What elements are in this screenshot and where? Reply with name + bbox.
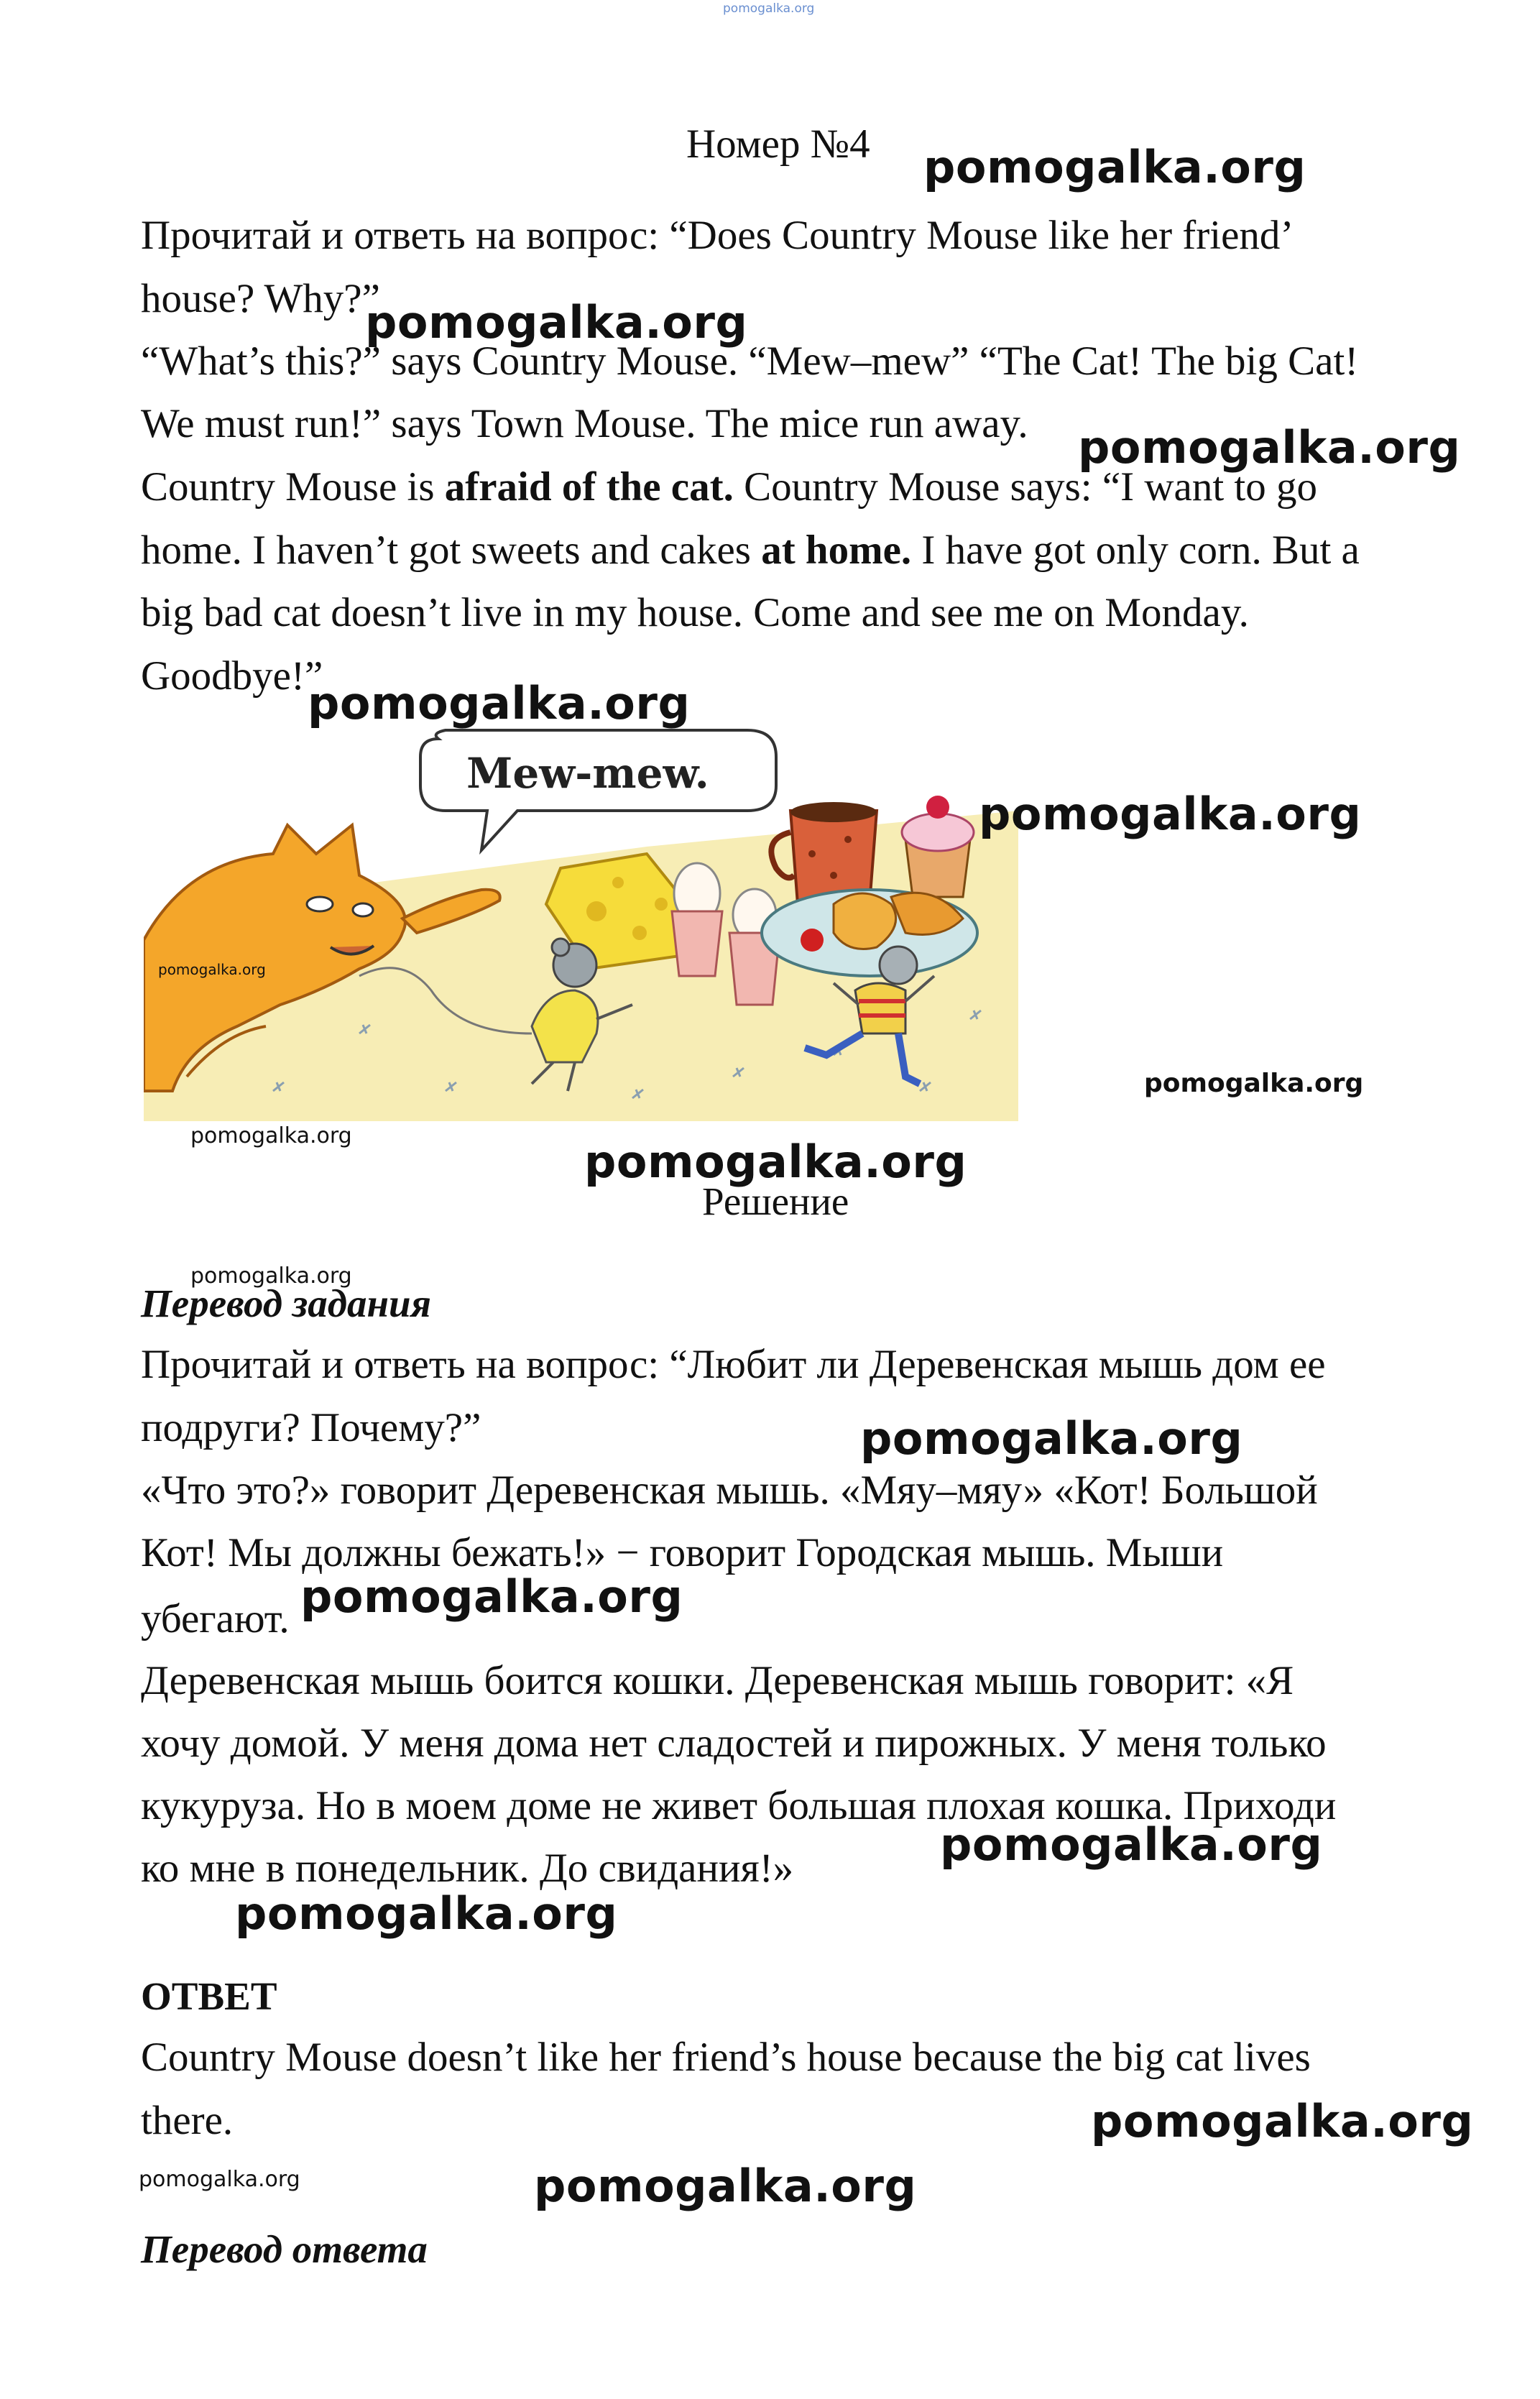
task-line-6-a: home. I haven’t got sweets and cakes (141, 528, 762, 573)
watermark: pomogalka.org (190, 1263, 352, 1289)
translation-line-5: убегают. (141, 1596, 290, 1641)
watermark: pomogalka.org (1091, 2095, 1474, 2147)
cake-icon (902, 796, 974, 897)
watermark: pomogalka.org (158, 961, 266, 978)
translation-line-6: Деревенская мышь боится кошки. Деревенская мышь говорит: «Я (141, 1658, 1294, 1703)
watermark: pomogalka.org (584, 1136, 967, 1188)
watermark: pomogalka.org (300, 1570, 683, 1623)
translation-line-3: «Что это?» говорит Деревенская мышь. «Мяу–мяу» «Кот! Большой (141, 1468, 1318, 1513)
translation-line-7: хочу домой. У меня дома нет сладостей и пирожных. У меня только (141, 1721, 1327, 1766)
answer-line-2: there. (141, 2098, 234, 2143)
page-title: Номер №4 (686, 121, 870, 167)
watermark: pomogalka.org (923, 141, 1306, 193)
task-line-4: We must run!” says Town Mouse. The mice run away. (141, 401, 1028, 446)
watermark: pomogalka.org (190, 1123, 352, 1148)
answer-line-1: Country Mouse doesn’t like her friend’s house because the big cat lives (141, 2035, 1311, 2080)
translation-line-1: Прочитай и ответь на вопрос: “Любит ли Деревенская мышь дом ее (141, 1342, 1326, 1387)
task-line-3: “What’s this?” says Country Mouse. “Mew–mew” “The Cat! The big Cat! (141, 339, 1359, 384)
task-line-1: Прочитай и ответь на вопрос: “Does Country Mouse like her friend’ (141, 213, 1294, 258)
task-line-5-a: Country Mouse is (141, 464, 445, 510)
speech-bubble-text: Mew-mew. (466, 749, 709, 798)
answer-translation-heading: Перевод ответа (141, 2227, 428, 2271)
task-line-5-b: Country Mouse says: “I want to go (733, 464, 1318, 510)
watermark: pomogalka.org (534, 2160, 917, 2212)
watermark: pomogalka.org (308, 677, 691, 729)
solution-label: Решение (702, 1179, 849, 1223)
translation-line-8: кукуруза. Но в моем доме не живет большая плохая кошка. Приходи (141, 1783, 1337, 1828)
watermark: pomogalka.org (940, 1818, 1323, 1871)
task-line-5-bold: afraid of the cat. (444, 464, 734, 510)
task-line-8: Goodbye!” (141, 653, 323, 699)
answer-heading: ОТВЕТ (141, 1974, 277, 2018)
watermark: pomogalka.org (860, 1412, 1243, 1465)
story-illustration (144, 717, 1018, 1121)
illustration-svg (144, 717, 1018, 1121)
watermark: pomogalka.org (235, 1887, 618, 1940)
task-line-2: house? Why?” (141, 276, 380, 321)
watermark: pomogalka.org (1078, 421, 1461, 474)
task-line-6-bold: at home. (761, 528, 912, 573)
translation-line-9: ко мне в понедельник. До свидания!» (141, 1846, 794, 1891)
top-watermark: pomogalka.org (723, 1, 815, 16)
task-line-6 (141, 527, 1360, 574)
watermark: pomogalka.org (1144, 1069, 1364, 1098)
translation-line-4: Кот! Мы должны бежать!» − говорит Городская мышь. Мыши (141, 1530, 1224, 1575)
task-line-7: big bad cat doesn’t live in my house. Come and see me on Monday. (141, 590, 1249, 635)
watermark: pomogalka.org (365, 296, 748, 349)
translation-line-2: подруги? Почему?” (141, 1405, 481, 1450)
watermark: pomogalka.org (139, 2167, 300, 2192)
pastry-plate-icon (762, 890, 977, 976)
translation-heading: Перевод задания (141, 1281, 431, 1325)
watermark: pomogalka.org (979, 788, 1362, 840)
task-line-6-b: I have got only corn. But a (911, 528, 1360, 573)
